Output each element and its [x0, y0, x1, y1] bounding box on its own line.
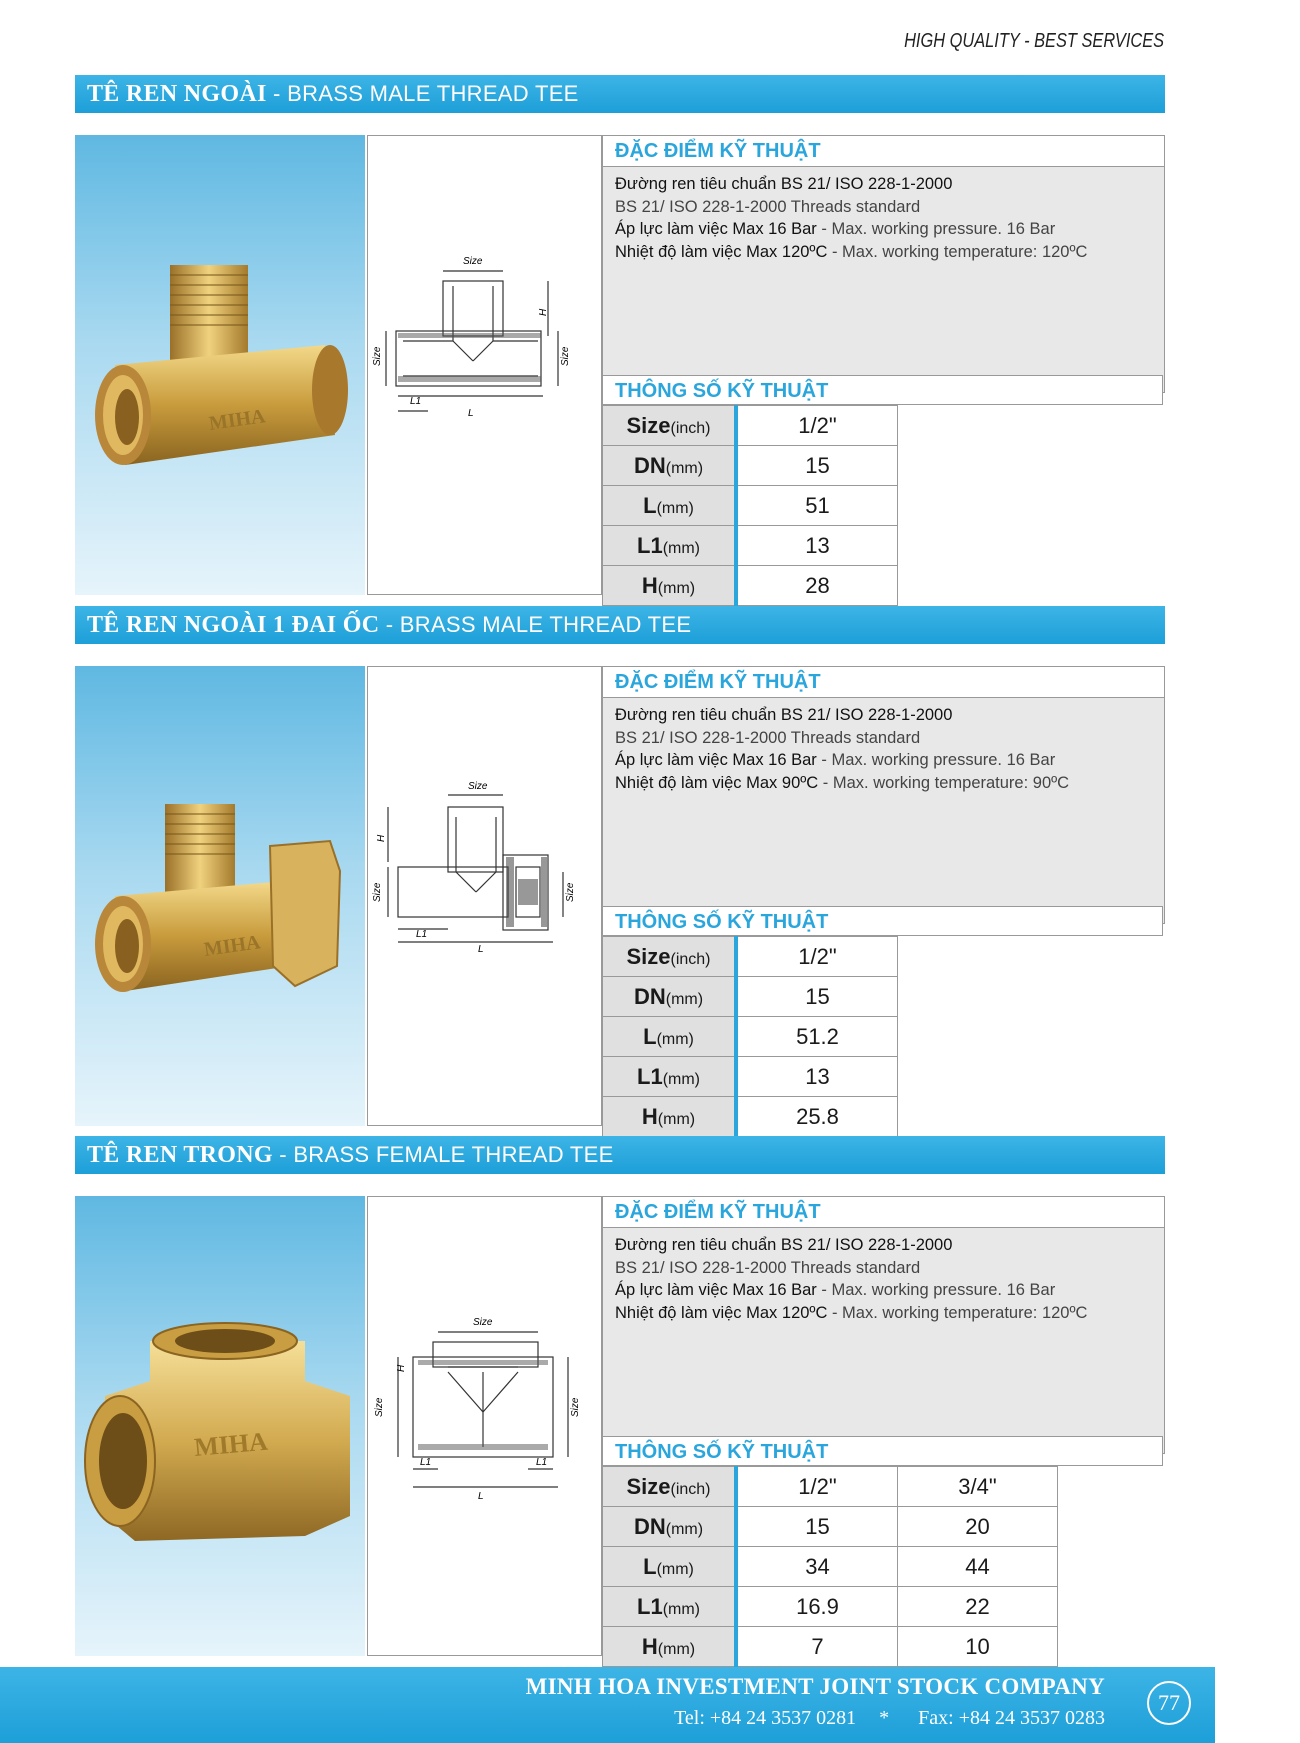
dim-label-h: H [376, 834, 387, 842]
param-label: DN [633, 1513, 666, 1539]
param-value: 15 [736, 446, 898, 486]
spec-vn: Áp lực làm việc Max 16 Bar [615, 751, 817, 769]
param-value: 34 [736, 1547, 898, 1587]
param-label: L [643, 1023, 657, 1049]
table-row [603, 977, 898, 1017]
table-row [603, 1627, 1058, 1667]
param-value: 51 [736, 486, 898, 526]
product-section-male-tee [75, 75, 1165, 598]
param-value: 20 [898, 1507, 1058, 1547]
section-title-bar [75, 1136, 1165, 1174]
spec-en: BS 21/ ISO 228-1-2000 Threads standard [615, 1258, 921, 1277]
param-unit: (mm) [657, 1640, 696, 1658]
param-label: L [643, 1553, 657, 1579]
technical-drawing [367, 135, 602, 595]
section-title-en: - BRASS MALE THREAD TEE [379, 612, 692, 637]
param-label: Size [626, 412, 671, 438]
param-unit: (mm) [662, 539, 700, 557]
section-title-vn: TÊ REN NGOÀI [87, 81, 267, 107]
table-row [603, 446, 898, 486]
dim-label-h: H [396, 1364, 407, 1372]
product-section-female-tee [75, 1136, 1165, 1659]
section-title-bar [75, 75, 1165, 113]
section-title-en: - BRASS FEMALE THREAD TEE [272, 1142, 614, 1167]
footer-bar [0, 1667, 1215, 1743]
spec-en: BS 21/ ISO 228-1-2000 Threads standard [615, 728, 921, 747]
param-value: 28 [736, 566, 898, 606]
contact-separator: * [879, 1707, 890, 1729]
param-value: 15 [736, 977, 898, 1017]
contact-line [668, 1707, 1105, 1730]
product-section-male-tee-nut [75, 606, 1165, 1129]
spec-en: - Max. working pressure. 16 Bar [816, 1281, 1056, 1299]
param-value: 16.9 [736, 1587, 898, 1627]
dim-label-h: H [538, 308, 549, 316]
param-label: L1 [637, 532, 663, 558]
table-row [603, 566, 898, 606]
brand-mark: MIHA [207, 405, 267, 435]
param-label: L [643, 492, 657, 518]
spec-lines [603, 1228, 1164, 1324]
spec-en: - Max. working pressure. 16 Bar [816, 751, 1056, 769]
spec-en: - Max. working pressure. 16 Bar [816, 220, 1056, 238]
spec-vn: Đường ren tiêu chuẩn BS 21/ ISO 228-1-2000 [615, 1236, 953, 1254]
fax-number: Fax: +84 24 3537 0283 [918, 1707, 1105, 1729]
spec-vn: Áp lực làm việc Max 16 Bar [615, 220, 817, 238]
section-title-vn: TÊ REN NGOÀI 1 ĐAI ỐC [87, 612, 380, 638]
dim-label-l: L [478, 944, 484, 955]
param-unit: (mm) [662, 1070, 700, 1088]
param-value: 44 [898, 1547, 1058, 1587]
spec-heading: ĐẶC ĐIỂM KỸ THUẬT [603, 667, 1164, 698]
param-value: 25.8 [736, 1097, 898, 1137]
param-label: H [641, 572, 658, 598]
param-unit: (mm) [662, 1600, 700, 1618]
param-value: 51.2 [736, 1017, 898, 1057]
product-photo [75, 1196, 365, 1656]
param-heading: THÔNG SỐ KỸ THUẬT [602, 1436, 1163, 1466]
spec-en: - Max. working temperature: 90ºC [818, 773, 1070, 792]
param-unit: (mm) [656, 499, 694, 517]
param-label: L1 [637, 1063, 663, 1089]
param-value: 13 [736, 526, 898, 566]
dim-label-right: Size [565, 882, 576, 902]
spec-lines [603, 698, 1164, 794]
dim-label-left: Size [374, 1397, 385, 1417]
brand-mark: MIHA [202, 931, 262, 961]
table-row [603, 1017, 898, 1057]
spec-en: BS 21/ ISO 228-1-2000 Threads standard [615, 197, 921, 216]
param-heading: THÔNG SỐ KỸ THUẬT [602, 375, 1163, 405]
page-number: 77 [1147, 1681, 1191, 1725]
dim-label-right: Size [560, 346, 571, 366]
spec-vn: Nhiệt độ làm việc Max 120ºC [615, 242, 828, 261]
param-value: 7 [736, 1627, 898, 1667]
section-title-vn: TÊ REN TRONG [87, 1142, 273, 1168]
param-table [602, 405, 898, 606]
param-unit: (mm) [657, 1110, 696, 1128]
spec-en: - Max. working temperature: 120ºC [827, 1303, 1088, 1322]
param-label: Size [626, 943, 671, 969]
param-value: 1/2" [736, 937, 898, 977]
table-row [603, 1057, 898, 1097]
dim-label-top: Size [468, 781, 488, 792]
table-row [603, 1467, 1058, 1507]
brand-mark: MIHA [192, 1426, 269, 1462]
product-photo [75, 135, 365, 595]
param-label: H [641, 1633, 658, 1659]
table-row [603, 1547, 1058, 1587]
spec-vn: Nhiệt độ làm việc Max 120ºC [615, 1303, 828, 1322]
spec-en: - Max. working temperature: 120ºC [827, 242, 1088, 261]
table-row [603, 1587, 1058, 1627]
param-value: 1/2" [736, 406, 898, 446]
section-title-bar [75, 606, 1165, 644]
param-unit: (inch) [670, 950, 711, 968]
technical-drawing [367, 666, 602, 1126]
param-value: 3/4" [898, 1467, 1058, 1507]
param-table [602, 936, 898, 1137]
dim-label-l1: L1 [410, 396, 422, 407]
spec-vn: Áp lực làm việc Max 16 Bar [615, 1281, 817, 1299]
dim-label-l: L [468, 408, 474, 419]
product-photo [75, 666, 365, 1126]
param-label: DN [633, 452, 666, 478]
table-row [603, 526, 898, 566]
table-row [603, 486, 898, 526]
param-value: 22 [898, 1587, 1058, 1627]
param-heading: THÔNG SỐ KỸ THUẬT [602, 906, 1163, 936]
param-table [602, 1466, 1058, 1667]
dim-label-left: Size [372, 882, 383, 902]
dim-label-l1: L1 [420, 1457, 432, 1468]
dim-label-l1-right: L1 [536, 1457, 548, 1468]
dim-label-top: Size [463, 256, 483, 267]
spec-box [602, 1196, 1165, 1454]
table-row [603, 406, 898, 446]
param-unit: (mm) [665, 990, 704, 1008]
spec-vn: Nhiệt độ làm việc Max 90ºC [615, 773, 819, 792]
param-value: 1/2" [736, 1467, 898, 1507]
param-unit: (mm) [665, 1520, 704, 1538]
spec-heading: ĐẶC ĐIỂM KỸ THUẬT [603, 1197, 1164, 1228]
table-row [603, 937, 898, 977]
table-row [603, 1097, 898, 1137]
dim-label-left: Size [372, 346, 383, 366]
param-label: L1 [637, 1593, 663, 1619]
tagline: HIGH QUALITY - BEST SERVICES [903, 30, 1164, 52]
param-unit: (mm) [656, 1560, 694, 1578]
dim-label-l1: L1 [416, 929, 428, 940]
param-unit: (mm) [657, 579, 696, 597]
spec-heading: ĐẶC ĐIỂM KỸ THUẬT [603, 136, 1164, 167]
dim-label-top: Size [473, 1317, 493, 1328]
param-label: Size [626, 1473, 671, 1499]
spec-box [602, 135, 1165, 393]
technical-drawing [367, 1196, 602, 1656]
param-unit: (mm) [665, 459, 704, 477]
table-row [603, 1507, 1058, 1547]
company-name: MINH HOA INVESTMENT JOINT STOCK COMPANY [525, 1674, 1105, 1699]
spec-vn: Đường ren tiêu chuẩn BS 21/ ISO 228-1-2000 [615, 175, 953, 193]
param-value: 13 [736, 1057, 898, 1097]
dim-label-right: Size [570, 1397, 581, 1417]
param-label: H [641, 1103, 658, 1129]
dim-label-l: L [478, 1491, 484, 1502]
param-label: DN [633, 983, 666, 1009]
param-value: 10 [898, 1627, 1058, 1667]
param-unit: (inch) [670, 419, 711, 437]
section-title-en: - BRASS MALE THREAD TEE [266, 81, 579, 106]
spec-lines [603, 167, 1164, 263]
param-unit: (inch) [670, 1480, 711, 1498]
param-value: 15 [736, 1507, 898, 1547]
spec-vn: Đường ren tiêu chuẩn BS 21/ ISO 228-1-2000 [615, 706, 953, 724]
param-unit: (mm) [656, 1030, 694, 1048]
spec-box [602, 666, 1165, 924]
phone-number: Tel: +84 24 3537 0281 [674, 1707, 857, 1729]
